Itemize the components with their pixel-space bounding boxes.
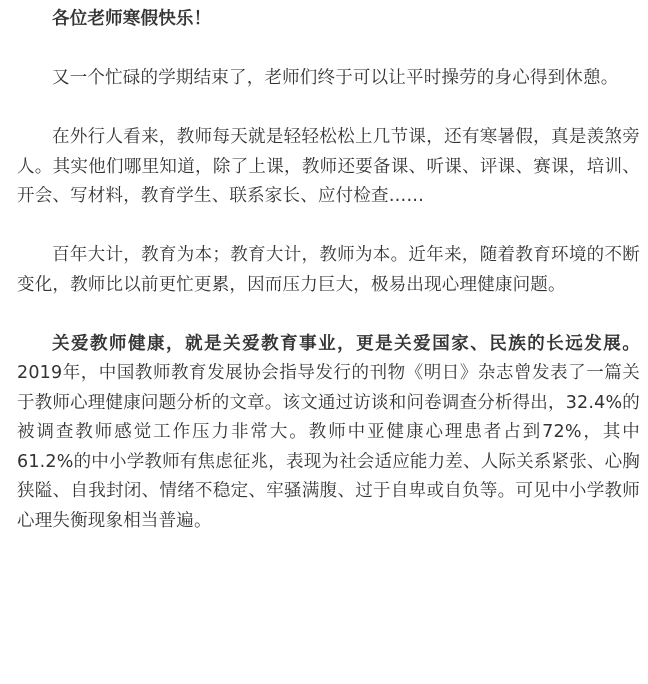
paragraph-semester-end: 又一个忙碌的学期结束了，老师们终于可以让平时操劳的身心得到休憩。 — [52, 68, 619, 88]
paragraph-spacer — [17, 300, 640, 330]
highlight-sentence: 关爱教师健康，就是关爱教育事业，更是关爱国家、民族的长远发展。 — [52, 333, 640, 354]
paragraph-spacer — [17, 212, 640, 242]
paragraph-outsider-view: 在外行人看来，教师每天就是轻轻松松上几节课，还有寒暑假，真是羡煞旁人。其实他们哪里知道，除了上课，教师还要备课、听课、评课、赛课，培训、开会、写材料，教育学生、联系家长、应付检查…… — [17, 127, 640, 206]
survey-text: 2019年，中国教师教育发展协会指导发行的刊物《明日》杂志曾发表了一篇关于教师心理健康问题分析的文章。该文通过访谈和问卷调查分析得出，32.4%的被调查教师感觉工作压力非常大。教师中亚健康心理患者占到72%，其中61.2%的中小学教师有焦虑征兆，表现为社会适应能力差、人际关系紧张、心胸狭隘、自我封闭、情绪不稳定、牢骚满腹、过于自卑或自负等。可见中小学教师心理失衡现象相当普遍。 — [17, 363, 640, 531]
paragraph-spacer — [17, 94, 640, 124]
paragraph-education-foundation: 百年大计，教育为本；教育大计，教师为本。近年来，随着教育环境的不断变化，教师比以前更忙更累，因而压力巨大，极易出现心理健康问题。 — [17, 245, 640, 295]
paragraph-spacer — [17, 35, 640, 65]
greeting-heading: 各位老师寒假快乐！ — [52, 9, 212, 29]
paragraph-teacher-health — [17, 330, 640, 537]
